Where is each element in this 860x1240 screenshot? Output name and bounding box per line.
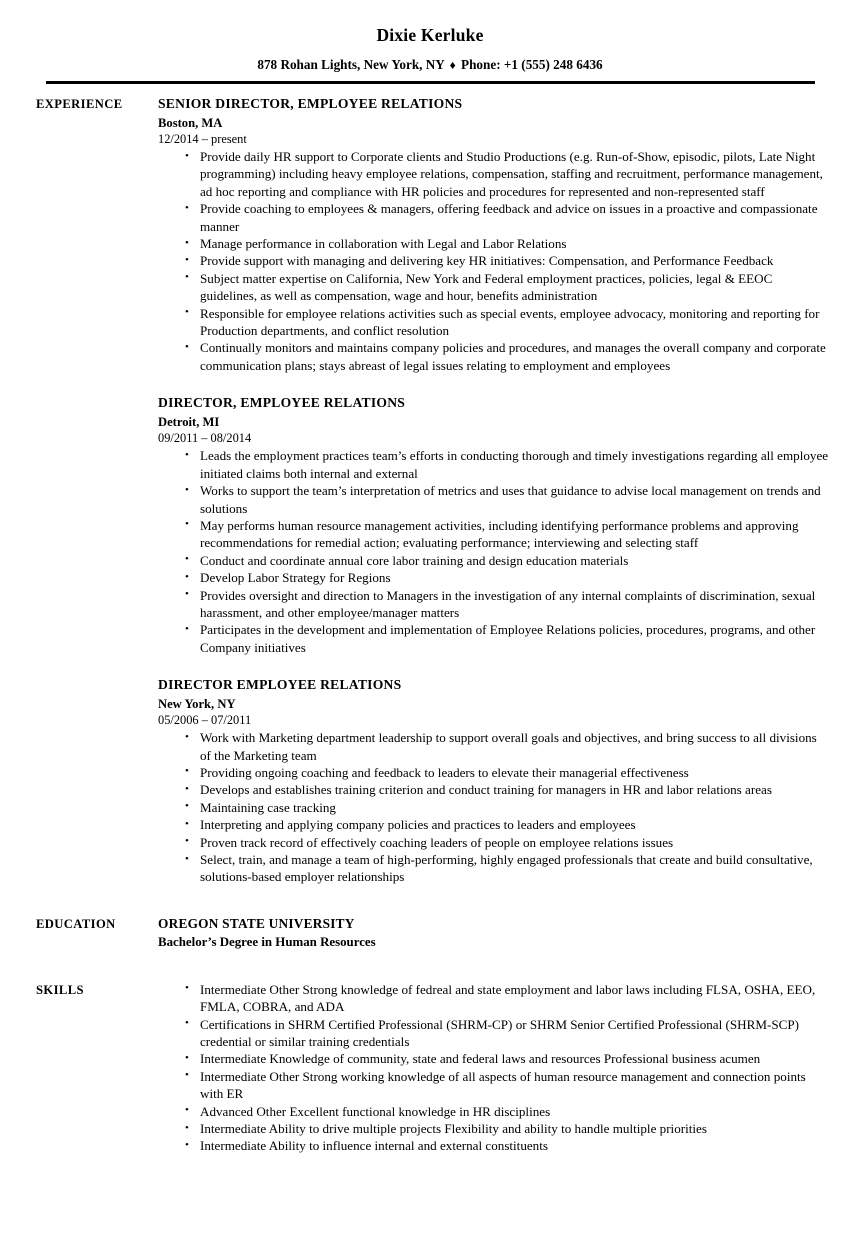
list-item: • Develop Labor Strategy for Regions bbox=[184, 569, 830, 586]
diamond-separator-icon: ♦ bbox=[449, 58, 456, 72]
list-item: • Intermediate Ability to drive multiple projects Flexibility and ability to handle multiple priorities bbox=[184, 1120, 830, 1137]
job-entry bbox=[158, 95, 830, 374]
list-item: • Continually monitors and maintains company policies and procedures, and manages the overall company and corporate communication plans; stays abreast of legal issues relating to employment and employees bbox=[184, 339, 830, 374]
list-item: • Develops and establishes training criterion and conduct training for managers in HR and labor relations areas bbox=[184, 781, 830, 798]
job-dates: 09/2011 – 08/2014 bbox=[158, 431, 252, 446]
list-item: • Provide daily HR support to Corporate clients and Studio Productions (e.g. Run-of-Show, episodic, pilots, Late Night programming) including heavy employee relations, compensation, staffing and recruitment, performance management, ad hoc reporting and compliance with HR policies and procedures for represented and non-represented staff bbox=[184, 148, 830, 200]
list-item: • Proven track record of effectively coaching leaders of people on employee relations issues bbox=[184, 834, 830, 851]
contact-phone: Phone: +1 (555) 248 6436 bbox=[461, 57, 603, 72]
job-entry bbox=[158, 676, 830, 886]
section-education bbox=[36, 915, 830, 951]
resume-header bbox=[0, 0, 860, 84]
contact-line bbox=[0, 57, 860, 73]
list-item: • Interpreting and applying company policies and practices to leaders and employees bbox=[184, 816, 830, 833]
list-item: • Manage performance in collaboration with Legal and Labor Relations bbox=[184, 235, 830, 252]
list-item: • Intermediate Knowledge of community, state and federal laws and resources Professional business acumen bbox=[184, 1050, 830, 1067]
section-label-skills: SKILLS bbox=[36, 982, 84, 997]
job-location: New York, NY bbox=[158, 697, 236, 712]
job-title: DIRECTOR, EMPLOYEE RELATIONS bbox=[158, 395, 406, 411]
list-item: • Select, train, and manage a team of high-performing, highly engaged professionals that create and build consultative, solutions-based employer relationships bbox=[184, 851, 830, 886]
job-location: Boston, MA bbox=[158, 116, 223, 130]
list-item: • Providing ongoing coaching and feedback to leaders to elevate their managerial effectiveness bbox=[184, 764, 830, 781]
job-title: DIRECTOR EMPLOYEE RELATIONS bbox=[158, 677, 402, 693]
skills-entries bbox=[156, 981, 830, 1155]
list-item: • Conduct and coordinate annual core labor training and design education materials bbox=[184, 552, 830, 569]
list-item: • Works to support the team’s interpretation of metrics and uses that guidance to advise local management on trends and solutions bbox=[184, 482, 830, 517]
education-degree: Bachelor’s Degree in Human Resources bbox=[158, 934, 376, 949]
list-item: • Advanced Other Excellent functional knowledge in HR disciplines bbox=[184, 1103, 830, 1120]
job-location: Detroit, MI bbox=[158, 415, 220, 430]
candidate-name: Dixie Kerluke bbox=[376, 25, 484, 45]
list-item: • May performs human resource management activities, including identifying performance problems and approving recommendations for remedial action; evaluating performance; interviewing and selecting staff bbox=[184, 517, 830, 552]
experience-entries bbox=[156, 95, 830, 886]
list-item: • Intermediate Ability to influence internal and external constituents bbox=[184, 1137, 830, 1154]
job-bullet-list bbox=[158, 148, 830, 374]
list-item: • Certifications in SHRM Certified Professional (SHRM-CP) or SHRM Senior Certified Professional (SHRM-SCP) credential or similar training credentials bbox=[184, 1016, 830, 1051]
job-dates: 05/2006 – 07/2011 bbox=[158, 713, 252, 728]
education-school: OREGON STATE UNIVERSITY bbox=[158, 915, 355, 931]
list-item: • Participates in the development and implementation of Employee Relations policies, procedures, programs, and other Company initiatives bbox=[184, 621, 830, 656]
list-item: • Subject matter expertise on California, New York and Federal employment practices, policies, legal & EEOC guidelines, as well as compensation, wage and hour, benefits administration bbox=[184, 270, 830, 305]
skills-bullet-list bbox=[158, 981, 830, 1155]
section-label-experience: EXPERIENCE bbox=[36, 97, 123, 111]
list-item: • Leads the employment practices team’s efforts in conducting thorough and timely investigations regarding all employee initiated claims both internal and external bbox=[184, 447, 830, 482]
education-entries bbox=[156, 915, 830, 951]
job-dates: 12/2014 – present bbox=[158, 132, 247, 146]
list-item: • Responsible for employee relations activities such as special events, employee advocacy, monitoring and reporting for Production departments, and conflict resolution bbox=[184, 305, 830, 340]
job-bullet-list bbox=[158, 729, 830, 886]
contact-address: 878 Rohan Lights, New York, NY bbox=[257, 57, 445, 72]
job-bullet-list bbox=[158, 447, 830, 656]
section-experience bbox=[36, 95, 830, 886]
list-item: • Provides oversight and direction to Managers in the investigation of any internal complaints of discrimination, sexual harassment, and other employee/manager matters bbox=[184, 587, 830, 622]
job-entry bbox=[158, 394, 830, 656]
section-label-education: EDUCATION bbox=[36, 916, 116, 931]
list-item: • Work with Marketing department leadership to support overall goals and objectives, and bring success to all divisions of the Marketing team bbox=[184, 729, 830, 764]
resume-content bbox=[0, 84, 860, 1155]
list-item: • Intermediate Other Strong knowledge of fedreal and state employment and labor laws including FLSA, OSHA, EEO, FMLA, COBRA, and ADA bbox=[184, 981, 830, 1016]
list-item: • Maintaining case tracking bbox=[184, 799, 830, 816]
job-title: SENIOR DIRECTOR, EMPLOYEE RELATIONS bbox=[158, 96, 463, 111]
section-skills bbox=[36, 981, 830, 1155]
list-item: • Provide coaching to employees & managers, offering feedback and advice on issues in a proactive and compassionate manner bbox=[184, 200, 830, 235]
list-item: • Provide support with managing and delivering key HR initiatives: Compensation, and Performance Feedback bbox=[184, 252, 830, 269]
list-item: • Intermediate Other Strong working knowledge of all aspects of human resource management and connection points with ER bbox=[184, 1068, 830, 1103]
